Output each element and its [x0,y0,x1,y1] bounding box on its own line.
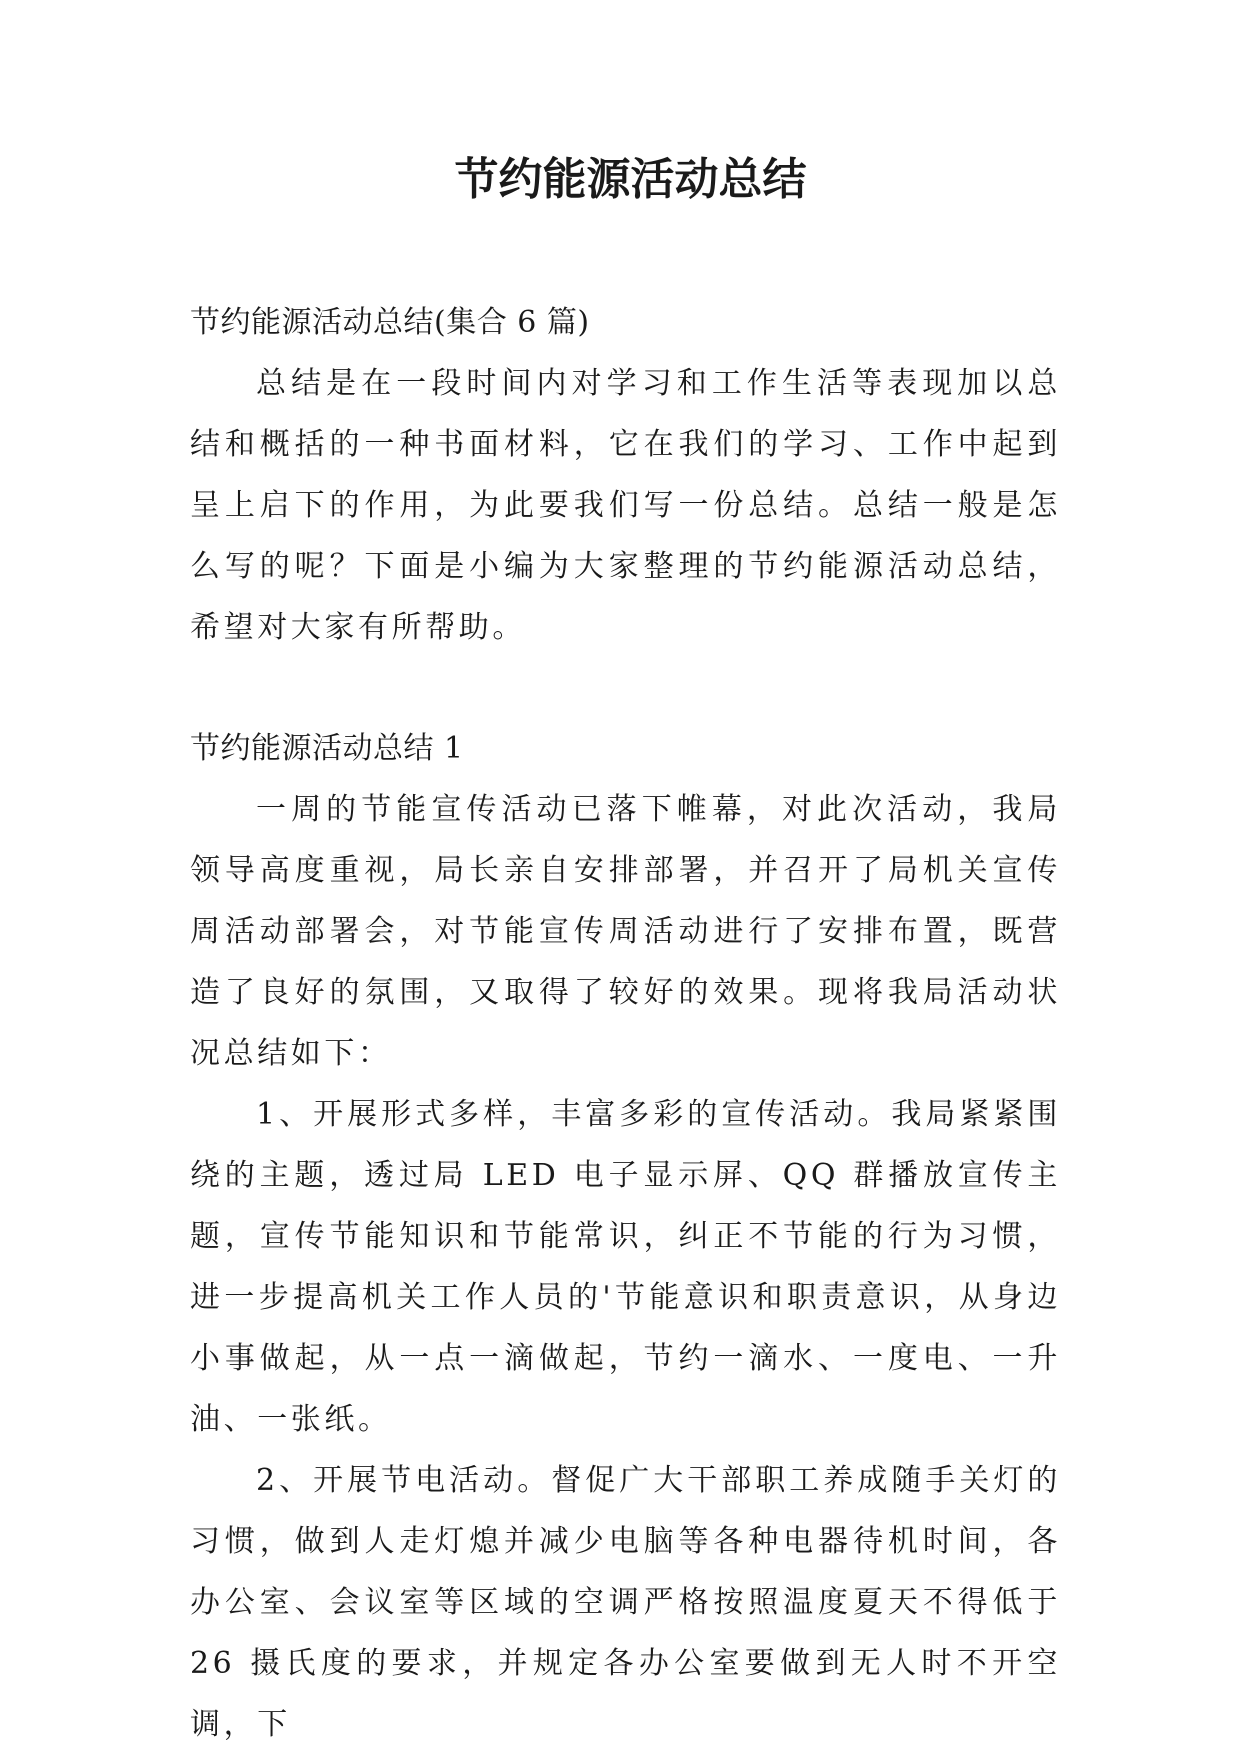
section-paragraph-3: 2、开展节电活动。督促广大干部职工养成随手关灯的习惯，做到人走灯熄并减少电脑等各种电器待机时间，各办公室、会议室等区域的空调严格按照温度夏天不得低于 26 摄氏度的要求，并规定各办公室要做到无人时不开空调，下 [190,1463,1061,1742]
intro-paragraph: 总结是在一段时间内对学习和工作生活等表现加以总结和概括的一种书面材料，它在我们的学习、工作中起到呈上启下的作用，为此要我们写一份总结。总结一般是怎么写的呢？下面是小编为大家整理的节约能源活动总结，希望对大家有所帮助。 [190,366,1061,645]
document-title: 节约能源活动总结 [454,154,807,205]
section-spacer [190,658,1061,718]
section-paragraph-1: 一周的节能宣传活动已落下帷幕，对此次活动，我局领导高度重视，局长亲自安排部署，并召开了局机关宣传周活动部署会，对节能宣传周活动进行了安排布置，既营造了良好的氛围，又取得了较好的效果。现将我局活动状况总结如下： [190,792,1061,1071]
section-paragraph-2: 1、开展形式多样，丰富多彩的宣传活动。我局紧紧围绕的主题，透过局 LED 电子显示屏、QQ 群播放宣传主题，宣传节能知识和节能常识，纠正不节能的行为习惯，进一步提高机关工作人员的'节能意识和职责意识，从身边小事做起，从一点一滴做起，节约一滴水、一度电、一升油、一张纸。 [190,1097,1061,1437]
document-subtitle: 节约能源活动总结(集合 6 篇) [190,305,590,340]
section-heading: 节约能源活动总结 1 [190,731,464,766]
